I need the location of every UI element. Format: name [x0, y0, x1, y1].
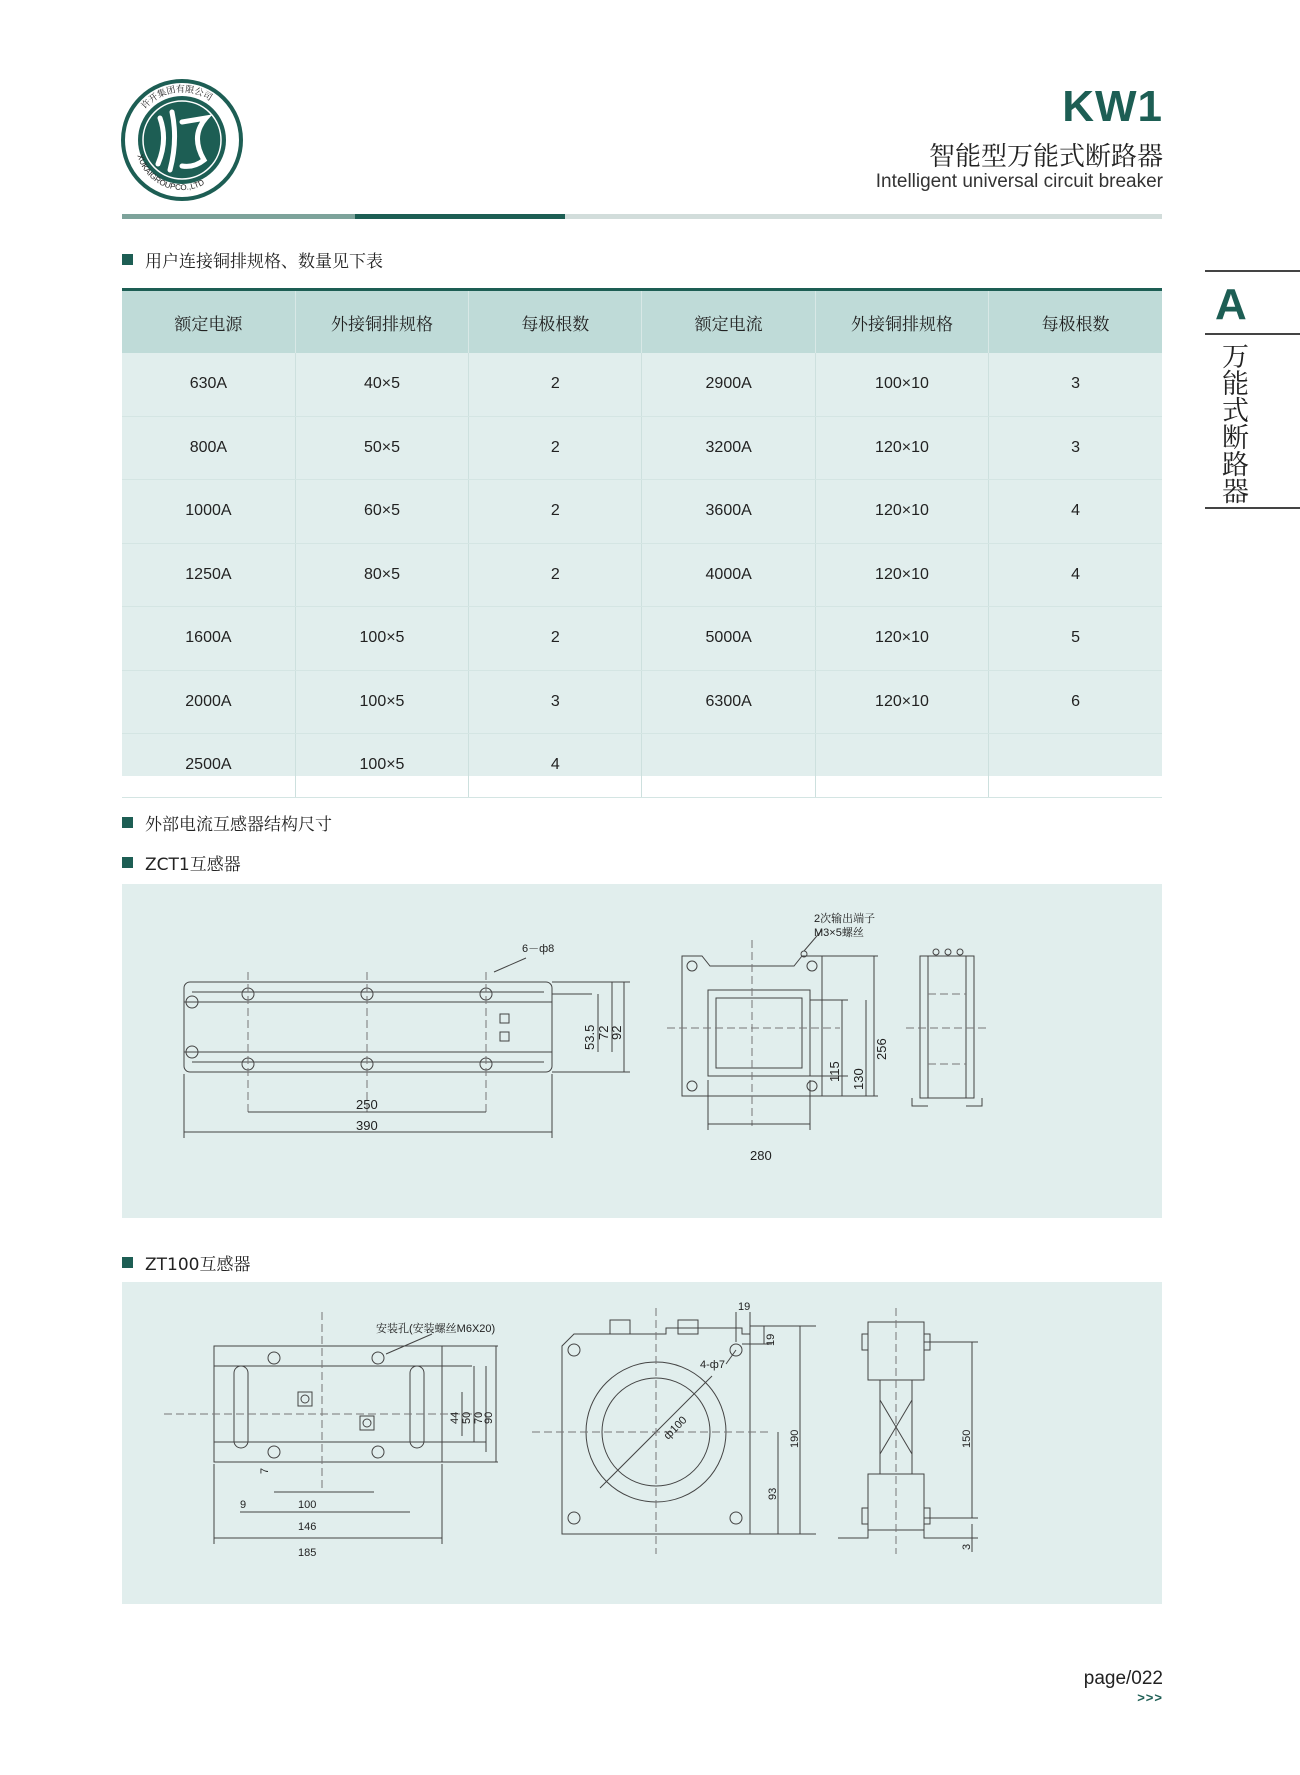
copper-bar-table — [122, 288, 1162, 776]
table-cell: 100×10 — [815, 353, 988, 416]
side-tab-rule-top — [1205, 270, 1300, 272]
table-cell: 4 — [989, 543, 1162, 607]
dim-90: 90 — [483, 1411, 495, 1424]
side-tab-rule-mid — [1205, 333, 1300, 335]
table-cell: 2 — [469, 353, 642, 416]
section-heading-ct-text: 外部电流互感器结构尺寸 — [145, 815, 332, 835]
table-cell: 5000A — [642, 607, 815, 671]
table-row — [122, 480, 1162, 544]
dim-3: 3 — [961, 1543, 973, 1550]
dim-50: 50 — [461, 1411, 473, 1424]
table-cell: 2 — [469, 607, 642, 671]
table-cell: 120×10 — [815, 543, 988, 607]
model-number: KW1 — [1062, 82, 1163, 131]
table-cell — [642, 734, 815, 798]
table-cell: 3200A — [642, 416, 815, 480]
table-row — [122, 670, 1162, 734]
page-arrows: >>> — [1137, 1690, 1163, 1705]
table-cell: 2 — [469, 480, 642, 544]
table-cell: 3 — [989, 353, 1162, 416]
zct1-drawing-panel — [122, 884, 1162, 1218]
table-cell: 2900A — [642, 353, 815, 416]
dim-44: 44 — [449, 1411, 461, 1424]
zt100-side-view — [838, 1308, 978, 1554]
bullet-square-icon — [122, 254, 133, 265]
dim-190: 190 — [789, 1429, 801, 1448]
table-cell: 3 — [989, 416, 1162, 480]
dim-72: 72 — [596, 1025, 611, 1040]
section-heading-copper-text: 用户连接铜排规格、数量见下表 — [145, 252, 383, 272]
dim-185: 185 — [298, 1547, 317, 1559]
zt100-drawing — [122, 1282, 1162, 1604]
bullet-square-icon — [122, 1257, 133, 1268]
table-cell: 1600A — [122, 607, 295, 671]
company-logo — [120, 78, 244, 202]
table-row — [122, 607, 1162, 671]
dim-100: 100 — [298, 1499, 317, 1511]
header-divider-accent — [355, 214, 565, 219]
zt100-diameter-note: ф100 — [661, 1414, 690, 1443]
table-cell: 100×5 — [295, 670, 468, 734]
dim-9: 9 — [240, 1499, 247, 1511]
table-header-row — [122, 290, 1162, 354]
dim-93: 93 — [767, 1487, 779, 1500]
table-cell: 3600A — [642, 480, 815, 544]
zct1-side-view — [667, 930, 878, 1130]
zct1-drawing — [122, 884, 1162, 1218]
zt100-hole-note: 4-ф7 — [700, 1359, 725, 1371]
dim-53-5: 53.5 — [582, 1024, 597, 1050]
zt100-mount-note: 安装孔(安装螺丝M6X20) — [376, 1323, 496, 1335]
section-heading-ct — [122, 810, 332, 835]
table-cell: 4 — [989, 480, 1162, 544]
table-cell: 100×5 — [295, 734, 468, 798]
dim-250: 250 — [356, 1097, 378, 1112]
bullet-square-icon — [122, 817, 133, 828]
table-cell: 6300A — [642, 670, 815, 734]
table-row — [122, 734, 1162, 798]
dim-19-horizontal: 19 — [738, 1301, 751, 1313]
dim-70: 70 — [473, 1411, 485, 1424]
zct1-terminal-label-1: 2次输出端子 — [814, 913, 876, 925]
zt100-drawing-panel — [122, 1282, 1162, 1604]
logo-text-cn: 许开集团有限公司 — [139, 83, 215, 111]
column-header: 外接铜排规格 — [815, 290, 988, 354]
table-cell: 40×5 — [295, 353, 468, 416]
section-heading-zt100-text: ZT100互感器 — [145, 1255, 251, 1275]
column-header: 额定电流 — [642, 290, 815, 354]
table-cell: 80×5 — [295, 543, 468, 607]
page-title-en: Intelligent universal circuit breaker — [875, 171, 1163, 192]
dim-115: 115 — [827, 1061, 842, 1082]
dim-92: 92 — [609, 1025, 624, 1040]
dim-7: 7 — [259, 1467, 271, 1474]
side-tab-rule-bottom — [1205, 507, 1300, 509]
column-header: 外接铜排规格 — [295, 290, 468, 354]
table-row — [122, 353, 1162, 416]
column-header: 额定电源 — [122, 290, 295, 354]
logo-text-en: XUKAIGROUPCO.,LTD — [135, 153, 206, 193]
zct1-terminal-label-2: M3×5螺丝 — [814, 927, 864, 939]
table-cell: 120×10 — [815, 670, 988, 734]
table-cell: 6 — [989, 670, 1162, 734]
copper-bar-table-grid — [122, 288, 1162, 798]
table-row — [122, 416, 1162, 480]
table-cell: 1250A — [122, 543, 295, 607]
table-cell: 50×5 — [295, 416, 468, 480]
dim-280: 280 — [750, 1148, 772, 1163]
table-row — [122, 543, 1162, 607]
table-cell: 100×5 — [295, 607, 468, 671]
table-cell: 1000A — [122, 480, 295, 544]
header-divider-accent-light — [122, 214, 355, 219]
page-title-cn: 智能型万能式断路器 — [928, 142, 1163, 172]
dim-146: 146 — [298, 1521, 317, 1533]
dim-130: 130 — [851, 1068, 866, 1090]
zct1-holes-label: 6－ф8 — [522, 943, 555, 955]
section-heading-zct1 — [122, 850, 241, 875]
table-cell: 4000A — [642, 543, 815, 607]
dim-19-vertical: 19 — [765, 1333, 777, 1346]
dim-256: 256 — [874, 1038, 889, 1060]
table-cell: 2000A — [122, 670, 295, 734]
table-cell — [989, 734, 1162, 798]
table-cell: 630A — [122, 353, 295, 416]
bullet-square-icon — [122, 857, 133, 868]
side-tab-letter: A — [1215, 280, 1247, 329]
dim-150: 150 — [961, 1429, 973, 1448]
table-cell: 2 — [469, 416, 642, 480]
page-number: page/022 — [1083, 1668, 1163, 1689]
section-heading-copper — [122, 247, 383, 272]
zct1-end-view — [906, 949, 988, 1106]
column-header: 每极根数 — [469, 290, 642, 354]
table-cell: 3 — [469, 670, 642, 734]
side-tab-label: 万能式断路器 — [1217, 342, 1248, 504]
section-heading-zct1-text: ZCT1互感器 — [145, 855, 241, 875]
dim-390: 390 — [356, 1118, 378, 1133]
zt100-top-view — [164, 1312, 498, 1544]
column-header: 每极根数 — [989, 290, 1162, 354]
table-cell: 120×10 — [815, 416, 988, 480]
table-cell: 2500A — [122, 734, 295, 798]
table-cell: 4 — [469, 734, 642, 798]
table-cell: 800A — [122, 416, 295, 480]
table-cell: 120×10 — [815, 607, 988, 671]
table-cell: 2 — [469, 543, 642, 607]
section-heading-zt100 — [122, 1250, 250, 1275]
table-cell: 120×10 — [815, 480, 988, 544]
table-cell: 60×5 — [295, 480, 468, 544]
zct1-front-view — [184, 958, 630, 1138]
table-cell — [815, 734, 988, 798]
table-cell: 5 — [989, 607, 1162, 671]
